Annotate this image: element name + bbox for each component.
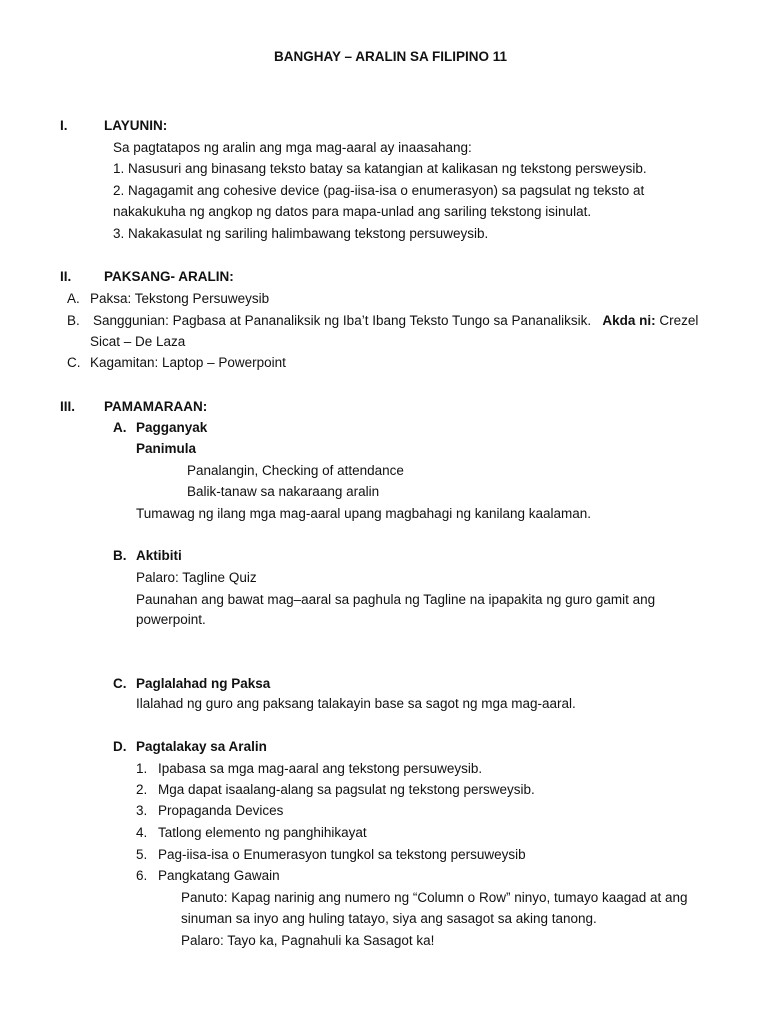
step-c-text: Ilalahad ng guro ang paksang talakayin base sa sagot ng mga mag-aaral. [136, 696, 576, 711]
step-a-marker: A. [113, 420, 127, 435]
step-d-item-5-text: Pag-iisa-isa o Enumerasyon tungkol sa tekstong persuweysib [158, 847, 526, 862]
section-2-c-text: Kagamitan: Laptop – Powerpoint [90, 355, 286, 370]
akda-label: Akda ni: [602, 313, 656, 328]
step-b-line-2: Paunahan ang bawat mag–aaral sa paghula ng Tagline na ipapakita ng guro gamit ang [136, 592, 656, 607]
section-2-heading: PAKSANG- ARALIN: [104, 269, 234, 284]
objective-2-line-2: nakakukuha ng angkop ng datos para mapa-unlad ang sariling tekstong isinulat. [113, 204, 592, 219]
step-a-heading: Pagganyak [136, 420, 208, 435]
step-a-subheading: Panimula [136, 441, 197, 456]
section-2-b-text [93, 312, 698, 330]
document-title: BANGHAY – ARALIN SA FILIPINO 11 [274, 49, 508, 64]
section-2-a-marker: A. [67, 291, 80, 306]
section-1-numeral: I. [60, 118, 68, 133]
panuto-line-2: sinuman sa inyo ang huling tatayo, siya ang sasagot sa aking tanong. [181, 911, 597, 926]
step-d-item-3-num: 3. [136, 803, 148, 818]
section-2-b-marker: B. [67, 313, 80, 328]
panuto-line-1: Panuto: Kapag narinig ang numero ng “Column o Row” ninyo, tumayo kaagad at ang [181, 890, 688, 905]
step-a-item-1: Panalangin, Checking of attendance [187, 463, 404, 478]
step-d-item-4-num: 4. [136, 825, 148, 840]
step-d-item-1-num: 1. [136, 761, 148, 776]
step-a-item-2: Balik-tanaw sa nakaraang aralin [187, 484, 380, 499]
step-d-heading: Pagtalakay sa Aralin [136, 739, 267, 754]
sanggunian-text: Sanggunian: Pagbasa at Pananaliksik ng Iba’t Ibang Teksto Tungo sa Pananaliksik. [93, 313, 592, 328]
step-d-item-5-num: 5. [136, 847, 148, 862]
objective-1: 1. Nasusuri ang binasang teksto batay sa katangian at kalikasan ng tekstong persweysib. [113, 161, 647, 176]
section-3-heading: PAMAMARAAN: [104, 399, 208, 414]
section-2-numeral: II. [60, 269, 72, 284]
step-d-item-1-text: Ipabasa sa mga mag-aaral ang tekstong persuweysib. [158, 761, 483, 776]
step-a-text: Tumawag ng ilang mga mag-aaral upang magbahagi ng kanilang kaalaman. [136, 506, 592, 521]
step-b-line-3: powerpoint. [136, 612, 206, 627]
objective-2-line-1: 2. Nagagamit ang cohesive device (pag-iisa-isa o enumerasyon) sa pagsulat ng teksto at [113, 183, 645, 198]
step-d-item-4-text: Tatlong elemento ng panghihikayat [158, 825, 367, 840]
section-2-c-marker: C. [67, 355, 81, 370]
palaro-line: Palaro: Tayo ka, Pagnahuli ka Sasagot ka! [181, 933, 435, 948]
step-b-marker: B. [113, 548, 127, 563]
step-d-item-6-num: 6. [136, 868, 148, 883]
objective-3: 3. Nakakasulat ng sariling halimbawang tekstong persuweysib. [113, 226, 489, 241]
section-1-heading: LAYUNIN: [104, 118, 168, 133]
akda-name: Crezel [659, 313, 699, 328]
section-2-a-text: Paksa: Tekstong Persuweysib [90, 291, 270, 306]
step-d-item-2-text: Mga dapat isaalang-alang sa pagsulat ng tekstong persweysib. [158, 782, 535, 797]
step-d-marker: D. [113, 739, 127, 754]
step-c-marker: C. [113, 676, 127, 691]
step-d-item-3-text: Propaganda Devices [158, 803, 284, 818]
step-d-item-6-text: Pangkatang Gawain [158, 868, 280, 883]
section-3-numeral: III. [60, 399, 76, 414]
section-2-b-line-2: Sicat – De Laza [90, 334, 186, 349]
step-b-heading: Aktibiti [136, 548, 182, 563]
section-1-intro: Sa pagtatapos ng aralin ang mga mag-aaral ay inaasahang: [113, 140, 472, 155]
step-c-heading: Paglalahad ng Paksa [136, 676, 271, 691]
step-b-line-1: Palaro: Tagline Quiz [136, 570, 257, 585]
step-d-item-2-num: 2. [136, 782, 148, 797]
